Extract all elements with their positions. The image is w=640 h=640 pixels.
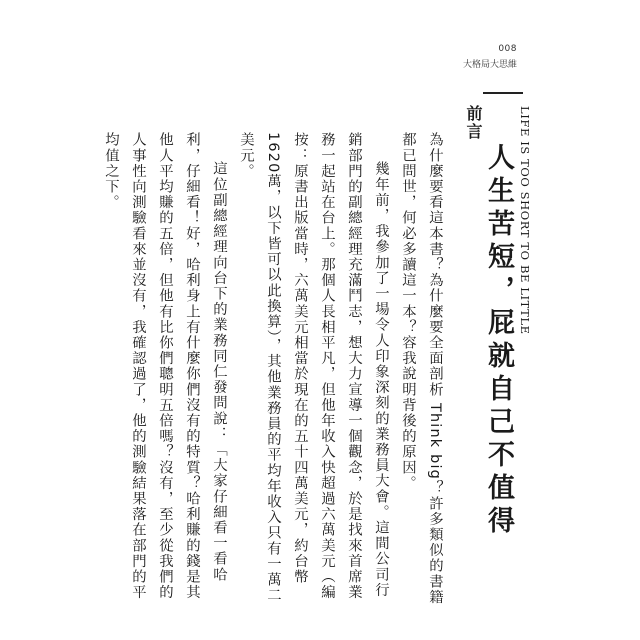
page-number: 008 — [498, 44, 517, 54]
header-divider — [483, 92, 523, 94]
chapter-label: 前言 — [464, 105, 483, 141]
chapter-title: 人生苦短，屁就自己不值得 — [483, 143, 514, 539]
paragraph: 幾年前，我參加了一場令人印象深刻的業務員大會。這間公司行銷部門的副總經理充滿鬥志，想大力宣導一個觀念，於是找來首席業務一起站在台上。那個人長相平凡，但他年收入快超過六萬美元（編按：原書出版當時，六萬美元相當於現在的五十四萬美元，約台幣1620萬，以下皆可以此換算），其他業務員的平均年收入只有一萬二美元。 — [238, 132, 389, 604]
paragraph: 為什麼要看這本書？為什麼要全面剖析 Think big？許多類似的書籍都已問世，何必多讀這一本？容我說明背後的原因。 — [400, 132, 443, 605]
paragraph: 這位副總經理向台下的業務同仁發問說：「大家仔細看一看哈利，仔細看！好，哈利身上有什麼你們沒有的特質？哈利賺的錢是其他人平均賺的五倍，但他有比你們聰明五倍嗎？沒有，至少從我們的人事性向測驗看來並沒有，我確認過了，他的測驗結果落在部門的平均值之下。 — [103, 132, 227, 600]
running-head: 大格局大思維 — [462, 60, 517, 70]
chapter-subtitle: LIFE IS TOO SHORT TO BE LITTLE — [518, 106, 532, 335]
body-text — [97, 132, 448, 612]
